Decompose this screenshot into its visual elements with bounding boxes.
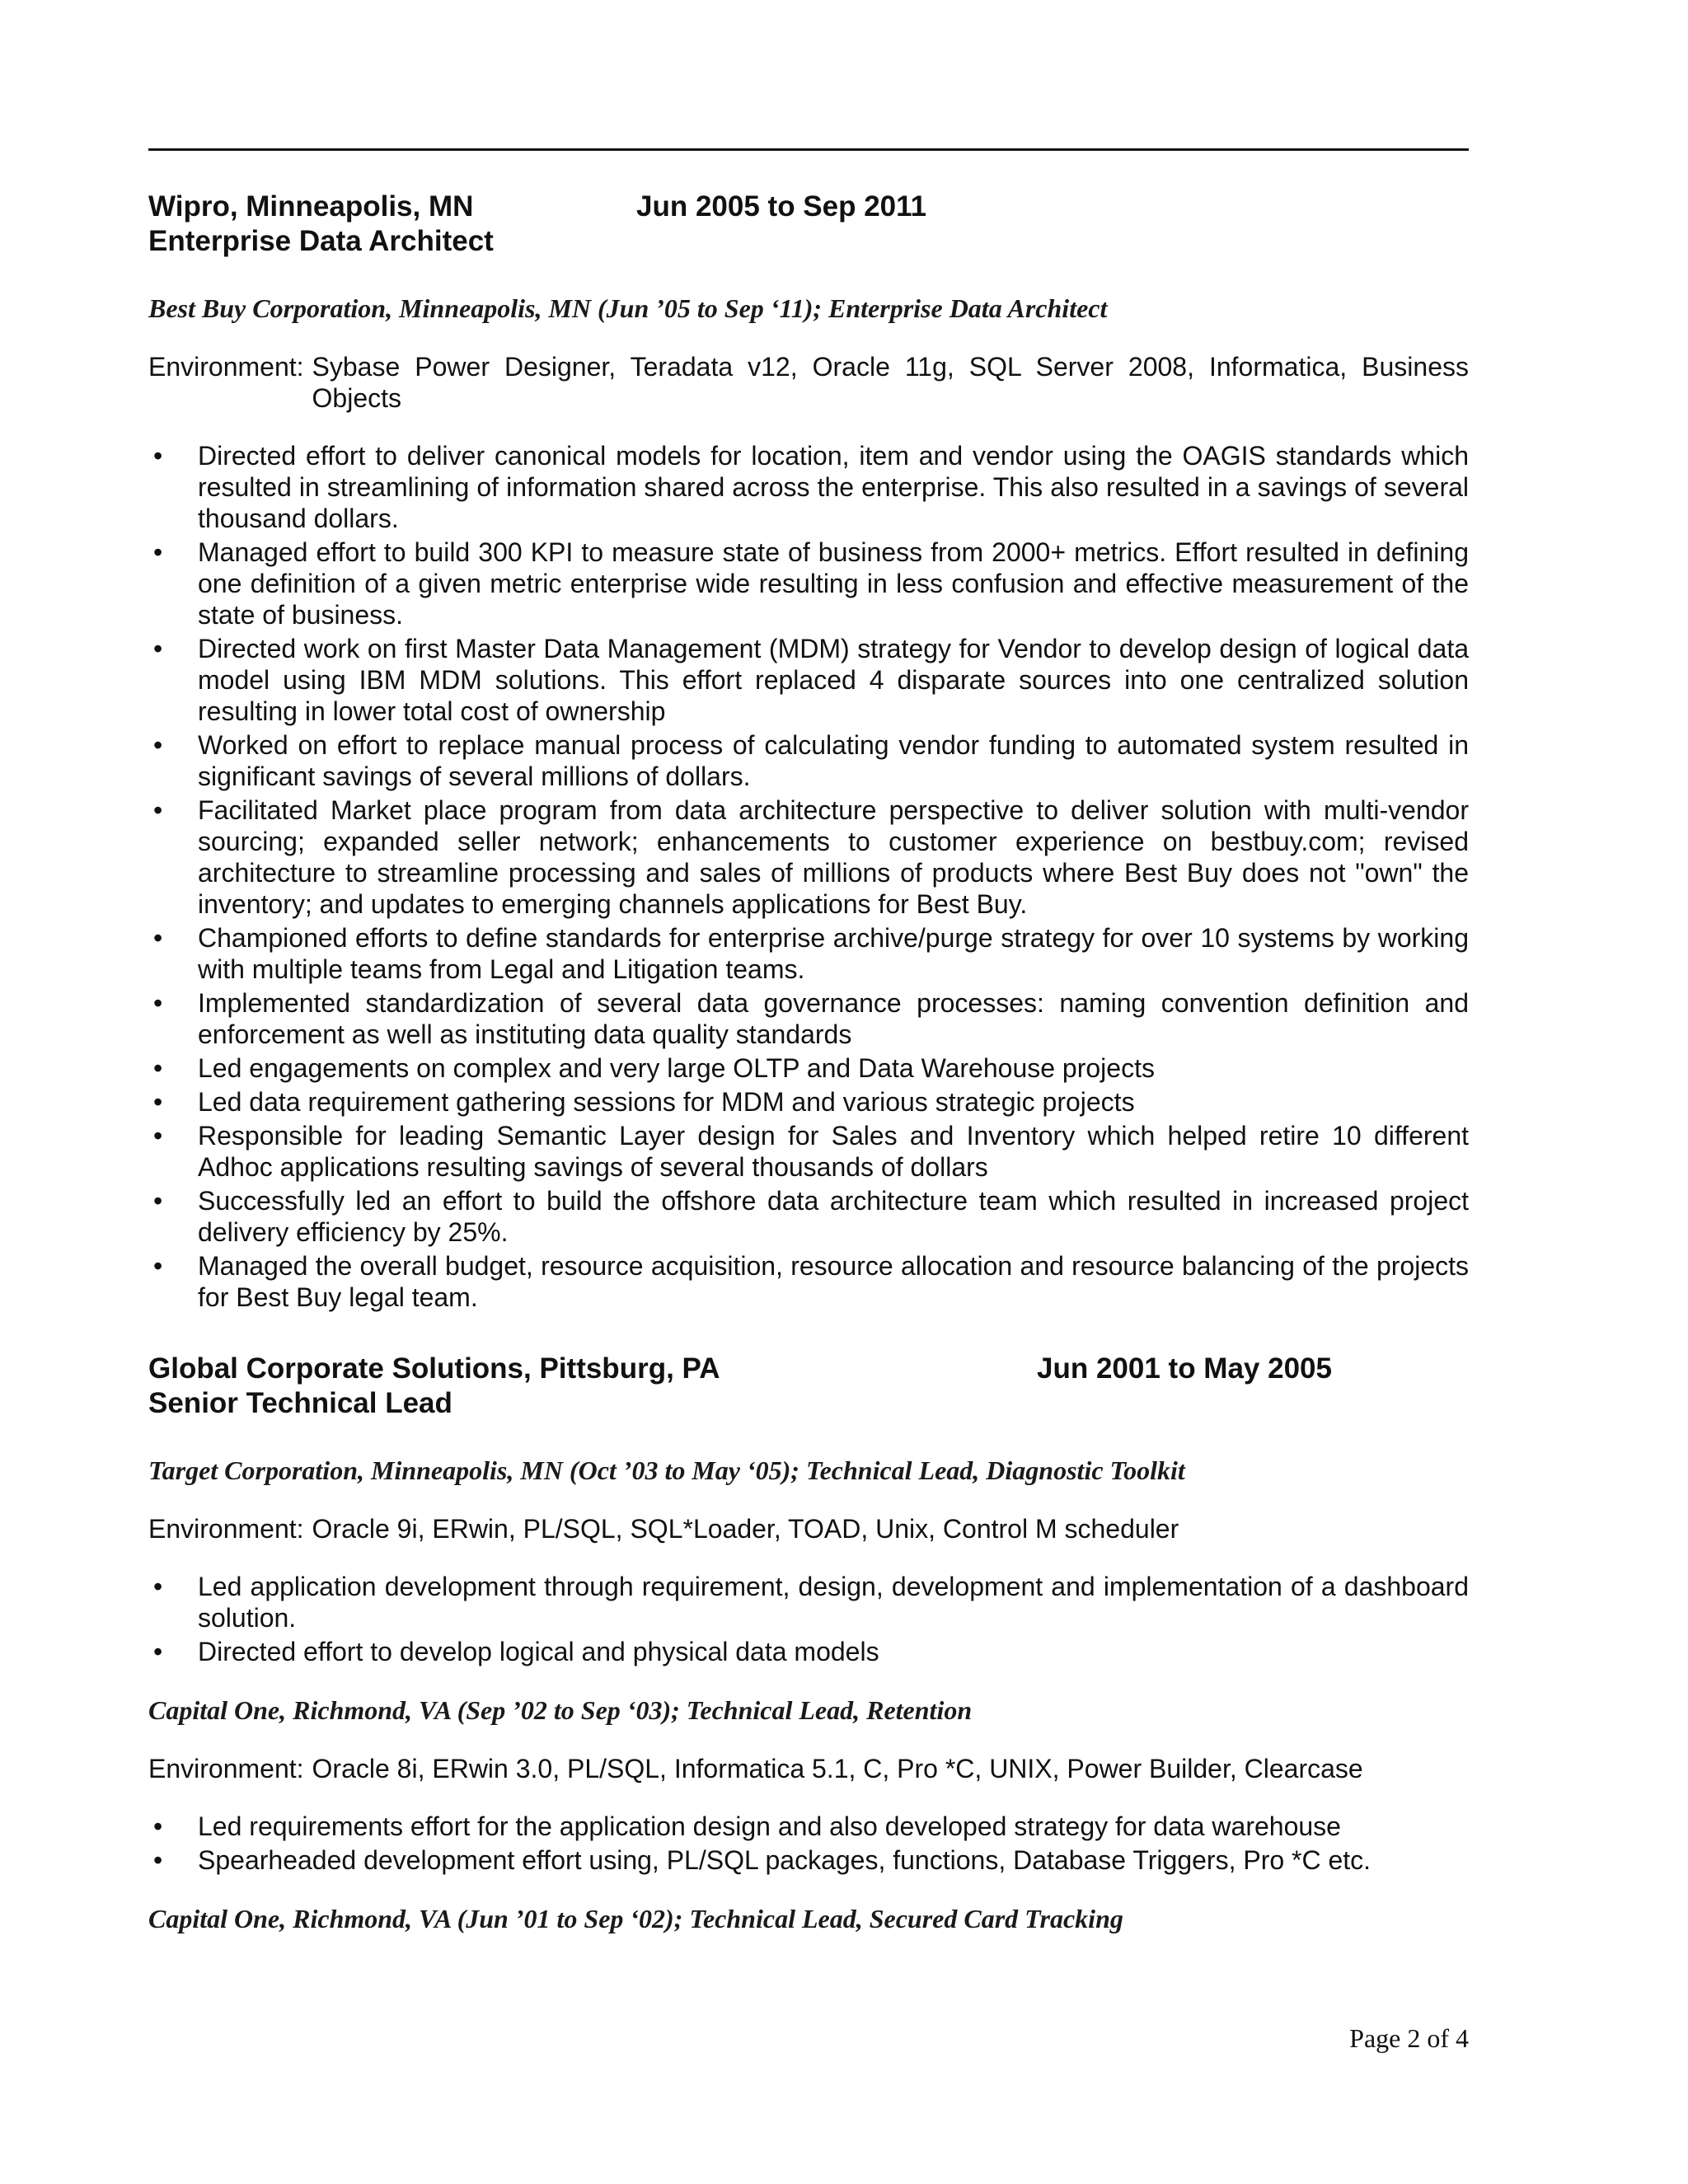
job-header — [148, 1352, 1469, 1421]
job-dates: Jun 2005 to Sep 2011 — [636, 190, 927, 223]
list-item: • Worked on effort to replace manual process of calculating vendor funding to automated system resulted in significant savings of several millions of dollars. — [153, 730, 1469, 791]
list-item: • Facilitated Market place program from data architecture perspective to deliver solution with multi-vendor sourcing; expanded seller network; enhancements to customer experience on bestbuy.com; revised architecture to streamline processing and sales of millions of products where Best Buy does not "own" the inventory; and updates to emerging channels applications for Best Buy. — [153, 795, 1469, 919]
list-item: • Directed effort to develop logical and physical data models — [153, 1637, 879, 1666]
environment-line — [148, 351, 1469, 414]
job-company: Global Corporate Solutions, Pittsburg, PA — [148, 1352, 720, 1385]
environment-value: Sybase Power Designer, Teradata v12, Oracle 11g, SQL Server 2008, Informatica, Business Objects — [312, 352, 1469, 413]
experience-content — [148, 190, 1469, 1935]
job-title: Enterprise Data Architect — [148, 225, 494, 257]
client-heading: Capital One, Richmond, VA (Sep ’02 to Sep ‘03); Technical Lead, Retention — [148, 1695, 973, 1725]
client-heading: Target Corporation, Minneapolis, MN (Oct ’03 to May ‘05); Technical Lead, Diagnostic Toolkit — [148, 1455, 1185, 1485]
bullet-list — [148, 440, 1469, 1313]
list-item: • Successfully led an effort to build the offshore data architecture team which resulted in increased project delivery efficiency by 25%. — [153, 1186, 1469, 1247]
section-spacer — [148, 1315, 1469, 1352]
client-heading: Best Buy Corporation, Minneapolis, MN (Jun ’05 to Sep ‘11); Enterprise Data Architect — [148, 293, 1108, 323]
job-company: Wipro, Minneapolis, MN — [148, 190, 474, 223]
resume-page — [148, 0, 1469, 2184]
list-item: • Directed work on first Master Data Management (MDM) strategy for Vendor to develop design of logical data model using IBM MDM solutions. This effort replaced 4 disparate sources into one centralized solution resulting in lower total cost of ownership — [153, 634, 1469, 726]
environment-line — [148, 1513, 1469, 1544]
environment-label: Environment: — [148, 1514, 304, 1544]
job-header — [148, 190, 1469, 259]
list-item: • Directed effort to deliver canonical models for location, item and vendor using the OAGIS standards which resulted in streamlining of information shared across the enterprise. This also resulted in a savings of several thousand dollars. — [153, 441, 1469, 533]
environment-value: Oracle 8i, ERwin 3.0, PL/SQL, Informatica 5.1, C, Pro *C, UNIX, Power Builder, Clearcase — [312, 1754, 1363, 1783]
list-item: • Spearheaded development effort using, PL/SQL packages, functions, Database Triggers, Pro *C etc. — [153, 1845, 1372, 1875]
job-title: Senior Technical Lead — [148, 1387, 452, 1419]
environment-value: Oracle 9i, ERwin, PL/SQL, SQL*Loader, TOAD, Unix, Control M scheduler — [312, 1514, 1179, 1544]
list-item: • Responsible for leading Semantic Layer design for Sales and Inventory which helped retire 10 different Adhoc applications resulting savings of several thousands of dollars — [153, 1121, 1469, 1182]
list-item: • Led data requirement gathering sessions for MDM and various strategic projects — [153, 1087, 1135, 1117]
top-divider — [148, 148, 1469, 151]
list-item: • Championed efforts to define standards for enterprise archive/purge strategy for over 10 systems by working with multiple teams from Legal and Litigation teams. — [153, 923, 1469, 984]
environment-line — [148, 1753, 1469, 1784]
list-item: • Led application development through requirement, design, development and implementation of a dashboard solution. — [153, 1572, 1469, 1633]
list-item: • Implemented standardization of several data governance processes: naming convention definition and enforcement as well as instituting data quality standards — [153, 988, 1469, 1049]
list-item: • Managed effort to build 300 KPI to measure state of business from 2000+ metrics. Effort resulted in defining one definition of a given metric enterprise wide resulting in less confusion and effective measurement of the state of business. — [153, 537, 1469, 630]
page-number: Page 2 of 4 — [1349, 2023, 1469, 2053]
list-item: • Led engagements on complex and very large OLTP and Data Warehouse projects — [153, 1053, 1155, 1083]
environment-label: Environment: — [148, 1754, 304, 1783]
bullet-list — [148, 1571, 1469, 1667]
environment-label: Environment: — [148, 352, 304, 382]
bullet-list — [148, 1811, 1469, 1876]
job-dates: Jun 2001 to May 2005 — [1037, 1352, 1332, 1385]
client-heading: Capital One, Richmond, VA (Jun ’01 to Sep ‘02); Technical Lead, Secured Card Tracking — [148, 1904, 1123, 1933]
list-item: • Managed the overall budget, resource acquisition, resource allocation and resource balancing of the projects for Best Buy legal team. — [153, 1251, 1469, 1312]
list-item: • Led requirements effort for the application design and also developed strategy for data warehouse — [153, 1811, 1341, 1841]
